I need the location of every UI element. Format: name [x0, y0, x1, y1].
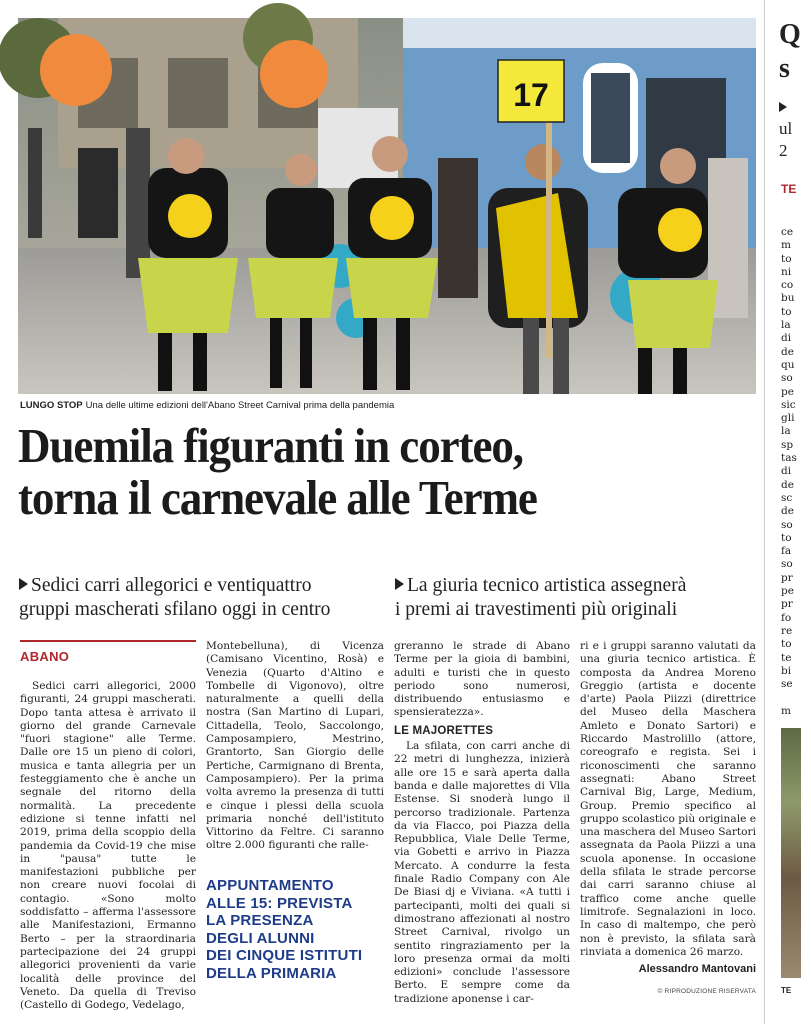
adjacent-body-line: sp	[781, 438, 794, 451]
adjacent-body-line: di	[781, 465, 792, 478]
subhead-left-line-1: Sedici carri allegorici e ventiquattro	[31, 575, 312, 596]
float-number-sign: 17	[513, 77, 549, 113]
adjacent-body-line: pe	[781, 585, 794, 598]
adjacent-body	[781, 226, 811, 718]
adjacent-body-line	[781, 691, 811, 704]
adjacent-title	[779, 18, 801, 86]
column-4-text: ri e i gruppi saranno valutati da una giuria tecnico artistica. È composta da Andrea Moreno Greggio (artista e docente d'arte) Paola Piizzi (direttrice del Museo della Maschera Amleto e Donato Sartori) e Riccardo Mastrolillo (attore, coreografo e regista. Sei i riconoscimenti che saranno assegnati: Abano Street Carnival Big, Large, Medium, Group. Premio specifico al gruppo scolastico più originale e una maschera del Museo Sartori assegnata da Paola Piizzi a una scuola aponense. In occasione della sfilata le strade percorse dai carri saranno chiuse al traffico come anche quelle limitrofe. Segnalazioni in loco. In caso di maltempo, che però non è previsto, la sfilata sarà rinviata a domenica 26 marzo.	[580, 640, 756, 958]
article-column-4	[580, 640, 756, 976]
adjacent-body-line: de	[781, 345, 794, 358]
adjacent-body-line: fa	[781, 545, 792, 558]
triangle-bullet-icon	[779, 102, 787, 112]
column-1-text: Sedici carri allegorici, 2000 figuranti, 24 gruppi mascherati. Dopo tanta attesa è arrivato il giorno del grande Carnevale "fuori stagione" alle Terme. Dalle ore 15 un pieno di colori, musica e tanta allegria per un festeggiamento che è anche un segnale del ritorno della normalità. La precedente edizione si tenne infatti nel 2019, prima della scoppio della pandemia da Covid-19 che mise in "pausa" tutte le manifestazioni pubbliche per non creare nuovi focolai di contagio. «Sono molto soddisfatto – afferma l'assessore alle Manifestazioni, Ermanno Berto – per la straordinaria partecipazione dei 24 gruppi allegorici provenienti da varie località delle province del Veneto. Da quella di Treviso (Castello di Godego, Vedelago,	[20, 680, 196, 1012]
adjacent-body-line: tas	[781, 452, 797, 465]
pull-quote-line: DEI CINQUE ISTITUTI	[206, 947, 363, 964]
subhead-left-line-2: gruppi mascherati sfilano oggi in centro	[19, 599, 331, 620]
adjacent-body-line: to	[781, 531, 792, 544]
headline-line-2: torna il carnevale alle Terme	[18, 470, 537, 525]
adjacent-article-strip	[764, 0, 801, 1024]
pull-quote-line: APPUNTAMENTO	[206, 877, 334, 894]
adjacent-caption: TE	[781, 986, 792, 995]
adjacent-body-line: gli	[781, 412, 795, 425]
adjacent-body-line: sic	[781, 398, 796, 411]
adjacent-body-line: to	[781, 305, 792, 318]
adjacent-body-line: fo	[781, 611, 792, 624]
adjacent-body-line: sc	[781, 491, 793, 504]
adjacent-body-line: se	[781, 678, 793, 691]
subhead-right-line-1: La giuria tecnico artistica assegnerà	[407, 575, 687, 596]
pull-quote-line: LA PRESENZA	[206, 912, 314, 929]
adjacent-body-line: pr	[781, 571, 793, 584]
adjacent-body-line: ni	[781, 265, 792, 278]
pull-quote-line: ALLE 15: PREVISTA	[206, 894, 353, 912]
adjacent-body-line: re	[781, 624, 793, 637]
adjacent-body-line: qu	[781, 358, 795, 371]
adjacent-subhead	[779, 96, 792, 162]
photo-caption	[20, 400, 760, 411]
adjacent-body-line: so	[781, 372, 793, 385]
subhead-right-line-2: i premi ai travestimenti più originali	[395, 599, 678, 620]
pull-quote	[206, 877, 384, 982]
copyright-notice: © RIPRODUZIONE RISERVATA	[657, 988, 756, 995]
adjacent-photo	[781, 728, 801, 978]
adjacent-body-line: la	[781, 319, 791, 332]
adjacent-body-line: pr	[781, 598, 793, 611]
triangle-bullet-icon	[395, 578, 404, 590]
headline-line-1: Duemila figuranti in corteo,	[18, 418, 523, 473]
pull-quote-line: DELLA PRIMARIA	[206, 964, 337, 982]
column-2-text: Montebelluna), di Vicenza (Camisano Vicentino, Rosà) e Venezia (Quarto d'Altino e Tombelle di Vigonovo), oltre naturalmente a quelli della nostra (San Martino di Lupari, Cittadella, Teolo, Saccolongo, Camposampiero, Mestrino, Grantorto, San Giorgio delle Pertiche, Carmignano di Brenta, Camposampiero). Per la prima volta avremo la presenza di tutti e cinque i plessi della scuola primaria nonché dell'istituto Vittorino da Feltre. Ci saranno oltre 2.000 figuranti che ralle-	[206, 640, 384, 852]
triangle-bullet-icon	[19, 578, 28, 590]
adjacent-body-line: pe	[781, 385, 794, 398]
adjacent-kicker: TE	[781, 182, 797, 196]
adjacent-body-line: la	[781, 425, 791, 438]
column-3-text-a: greranno le strade di Abano Terme per la gioia di bambini, adulti e turisti che in questo periodo sono numerosi, distribuendo entusiasmo e spensieratezza».	[394, 640, 570, 719]
article-column-2	[206, 640, 384, 853]
adjacent-body-line: to	[781, 638, 792, 651]
caption-text: Una delle ultime edizioni dell'Abano Street Carnival prima della pandemia	[85, 400, 395, 411]
adjacent-subhead-line-1: ul	[779, 119, 793, 138]
location-kicker: ABANO	[20, 640, 196, 672]
subhead-right	[395, 574, 686, 622]
adjacent-body-line: de	[781, 505, 794, 518]
adjacent-body-line: so	[781, 518, 793, 531]
column-3-text-b: La sfilata, con carri anche di 22 metri di lunghezza, inizierà alle ore 15 e sarà aperta dalla banda e dalle majorettes di Vlla Estense. Si snoderà lungo il percorso tradizionale. Partenza da via Flacco, poi Piazza della Repubblica, Viale Delle Terme, via Gobetti e arrivo in Piazza Mercato. A condurre la festa finale Radio Company con Ale De Biasi dj e Viviana. «A tutti i partecipanti, molti dei quali si dimostrano affezionati al nostro Street Carnival, rivolgo un sentito ringraziamento per la loro presenza ormai da molti edizioni» conclude l'assessore Berto. E sempre come da tradizione aponense i car-	[394, 740, 570, 1005]
carnival-photo-illustration	[18, 18, 756, 394]
adjacent-body-line: to	[781, 252, 792, 265]
adjacent-subhead-line-2: 2	[779, 141, 788, 160]
adjacent-body-line: ce	[781, 226, 794, 238]
adjacent-body-line: bu	[781, 292, 795, 305]
article-column-1	[20, 640, 196, 1012]
article-column-3	[394, 640, 570, 1006]
author-byline: Alessandro Mantovani	[638, 963, 756, 976]
adjacent-title-line-2: s	[779, 53, 790, 84]
headline	[18, 420, 703, 524]
adjacent-body-line: de	[781, 478, 794, 491]
section-subhead-majorettes: LE MAJORETTES	[394, 724, 494, 737]
adjacent-body-line: di	[781, 332, 792, 345]
adjacent-body-line: co	[781, 279, 794, 292]
adjacent-body-line: m	[781, 239, 791, 252]
adjacent-body-line: m	[781, 704, 791, 717]
adjacent-body-line: so	[781, 558, 793, 571]
subhead-left	[19, 574, 330, 622]
pull-quote-line: DEGLI ALUNNI	[206, 929, 315, 947]
article-photo	[18, 18, 756, 394]
caption-label: LUNGO STOP	[20, 400, 83, 411]
adjacent-body-line: bi	[781, 664, 792, 677]
adjacent-title-line-1: Q	[779, 19, 801, 50]
adjacent-body-line: te	[781, 651, 792, 664]
